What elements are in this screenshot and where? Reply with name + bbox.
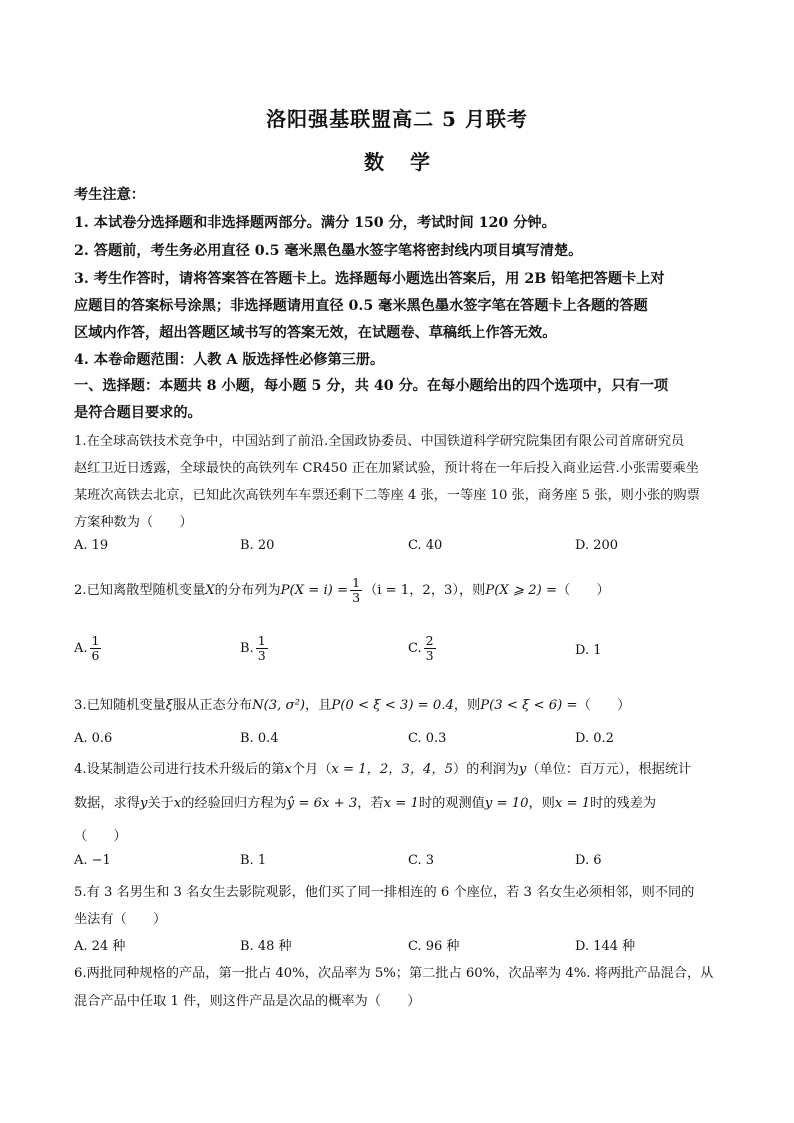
- q2-option-c: [408, 634, 438, 663]
- q4-line-1: [74, 758, 724, 777]
- q3-option-b: B. 0.4: [240, 731, 279, 746]
- q2-option-a-num: 1: [91, 633, 100, 648]
- q4-x1-2: x = 1: [554, 796, 591, 811]
- q4-y-2: y: [139, 796, 148, 811]
- q3-end: （ ）: [577, 698, 631, 713]
- notice-item-3: 3. 考生作答时，请将答案答在答题卡上。选择题每小题选出答案后，用 2B 铅笔把答题卡上对: [74, 271, 665, 287]
- q1-option-c: C. 40: [408, 538, 443, 553]
- q2-end: （ ）: [557, 583, 610, 598]
- q4-x: x: [284, 762, 292, 777]
- notice-heading: 考生注意：: [74, 187, 145, 203]
- q1-option-b: B. 20: [240, 538, 275, 553]
- q3-text-c: ，且: [305, 698, 332, 713]
- q2-option-d-value: 1: [593, 643, 602, 658]
- q4-xset: x = 1，2，3，4，5: [331, 762, 453, 777]
- q1-text-line-3: 某班次高铁去北京，已知此次高铁列车车票还剩下二等座 4 张，一等座 10 张，商务座 5 张，则小张的购票: [74, 488, 700, 503]
- q1-text-line-1: 1.在全球高铁技术竞争中，中国站到了前沿.全国政协委员、中国铁道科学研究院集团有限公司首席研究员: [74, 434, 685, 449]
- q2-option-b: [240, 634, 270, 663]
- q2-mid: 的分布列为: [214, 583, 281, 598]
- q5-text-line-2: 坐法有（ ）: [74, 912, 167, 927]
- exam-title: 洛阳强基联盟高二 5 月联考: [266, 107, 528, 131]
- q3-stem: [74, 694, 724, 713]
- q4-x1: x = 1: [383, 796, 419, 811]
- q5-option-b: B. 48 种: [240, 939, 292, 954]
- q4-text-2b: 关于: [147, 796, 174, 811]
- q4-text-1b: 个月（: [291, 762, 332, 777]
- notice-item-1: 1. 本试卷分选择题和非选择题两部分。满分 150 分，考试时间 120 分钟。: [74, 215, 556, 231]
- subject-title: 数学: [364, 150, 456, 174]
- q3-option-c: C. 0.3: [408, 731, 447, 746]
- q4-x-2: x: [173, 796, 182, 811]
- q4-option-b: B. 1: [240, 853, 267, 868]
- q2-stem: [74, 576, 724, 606]
- q4-y10: y = 10: [484, 796, 529, 811]
- q2-frac-numerator: 1: [352, 575, 361, 590]
- q3-distribution: N(3, σ²): [252, 698, 306, 713]
- q4-option-a: A. −1: [74, 853, 111, 868]
- q2-condition: （i = 1，2，3），则: [364, 583, 486, 598]
- q4-text-2g: 时的残差为: [590, 796, 657, 811]
- q3-prob-given: P(0 < ξ < 3) = 0.4: [331, 698, 454, 713]
- q4-text-2e: 时的观测值: [418, 796, 485, 811]
- q3-option-a: A. 0.6: [74, 731, 113, 746]
- notice-item-4: 4. 本卷命题范围：人教 A 版选择性必修第三册。: [74, 352, 385, 368]
- q4-option-d: D. 6: [575, 853, 602, 868]
- q2-frac-denominator: 3: [352, 590, 361, 605]
- q3-prob-ask: P(3 < ξ < 6) =: [480, 698, 578, 713]
- q2-option-a-den: 6: [91, 648, 100, 663]
- q4-option-c: C. 3: [408, 853, 435, 868]
- q2-prefix: 2.已知离散型随机变量: [74, 583, 206, 598]
- q3-text-b: 服从正态分布: [172, 698, 253, 713]
- q4-text-1c: ）的利润为: [452, 762, 519, 777]
- q4-y: y: [518, 762, 527, 777]
- q6-text-line-1: 6.两批同种规格的产品，第一批占 40%，次品率为 5%；第二批占 60%，次品率为 4%. 将两批产品混合，从: [74, 966, 714, 981]
- q2-option-d: [575, 643, 602, 658]
- q1-option-a: A. 19: [74, 538, 109, 553]
- q1-option-d: D. 200: [575, 538, 619, 553]
- section-heading-cont: 是符合题目要求的。: [74, 405, 202, 421]
- q2-option-b-label: B.: [240, 641, 254, 656]
- q5-option-c: C. 96 种: [408, 939, 460, 954]
- q2-option-c-label: C.: [408, 641, 422, 656]
- q2-option-a-fraction: [90, 634, 102, 663]
- q1-text-line-2: 赵红卫近日透露，全球最快的高铁列车 CR450 正在加紧试验，预计将在一年后投入商业运营.小张需要乘坐: [74, 461, 699, 476]
- q2-fraction: [350, 576, 362, 605]
- q4-text-1d: （单位：百万元），根据统计: [526, 762, 692, 777]
- q4-regression-eq: ŷ = 6x + 3: [286, 796, 358, 811]
- q2-option-b-den: 3: [257, 648, 266, 663]
- q4-text-2a: 数据，求得: [74, 796, 140, 811]
- q5-text-line-1: 5.有 3 名男生和 3 名女生去影院观影，他们买了同一排相连的 6 个座位，若 3 名女生必须相邻，则不同的: [74, 885, 695, 900]
- q4-text-2d: ，若: [357, 796, 384, 811]
- section-heading: 一、选择题：本题共 8 小题，每小题 5 分，共 40 分。在每小题给出的四个选项中，只有一项: [74, 378, 669, 394]
- q2-option-c-den: 3: [425, 648, 434, 663]
- q2-option-b-fraction: [256, 634, 268, 663]
- q6-text-line-2: 混合产品中任取 1 件，则这件产品是次品的概率为（ ）: [74, 994, 421, 1009]
- q2-option-d-label: D.: [575, 643, 590, 658]
- q4-line-3: （ ）: [74, 829, 127, 844]
- q3-option-d: D. 0.2: [575, 731, 614, 746]
- q2-option-c-fraction: [424, 634, 436, 663]
- notice-item-3-cont2: 区域内作答，超出答题区域书写的答案无效，在试题卷、草稿纸上作答无效。: [74, 325, 557, 341]
- q2-option-a-label: A.: [74, 641, 88, 656]
- q4-text-1a: 4.设某制造公司进行技术升级后的第: [74, 762, 285, 777]
- q2-option-c-num: 2: [425, 633, 434, 648]
- q4-line-2: [74, 792, 724, 811]
- q2-ask: P(X ⩾ 2) =: [485, 583, 557, 598]
- q3-text-d: ，则: [453, 698, 481, 713]
- q5-option-a: A. 24 种: [74, 939, 126, 954]
- q2-option-b-num: 1: [257, 633, 266, 648]
- q4-text-2f: ，则: [528, 796, 555, 811]
- q4-text-2c: 的经验回归方程为: [181, 796, 287, 811]
- notice-item-3-cont: 应题目的答案标号涂黑；非选择题请用直径 0.5 毫米黑色墨水签字笔在答题卡上各题的答题: [74, 298, 648, 314]
- q2-option-a: [74, 634, 103, 663]
- q1-text-line-4: 方案种数为（ ）: [74, 515, 193, 530]
- q5-option-d: D. 144 种: [575, 939, 636, 954]
- q2-variable: X: [205, 583, 215, 598]
- q3-text-a: 3.已知随机变量: [74, 698, 166, 713]
- q2-px: P(X = i) =: [280, 583, 349, 598]
- q3-xi: ξ: [165, 698, 173, 713]
- notice-item-2: 2. 答题前，考生务必用直径 0.5 毫米黑色墨水签字笔将密封线内项目填写清楚。: [74, 243, 583, 259]
